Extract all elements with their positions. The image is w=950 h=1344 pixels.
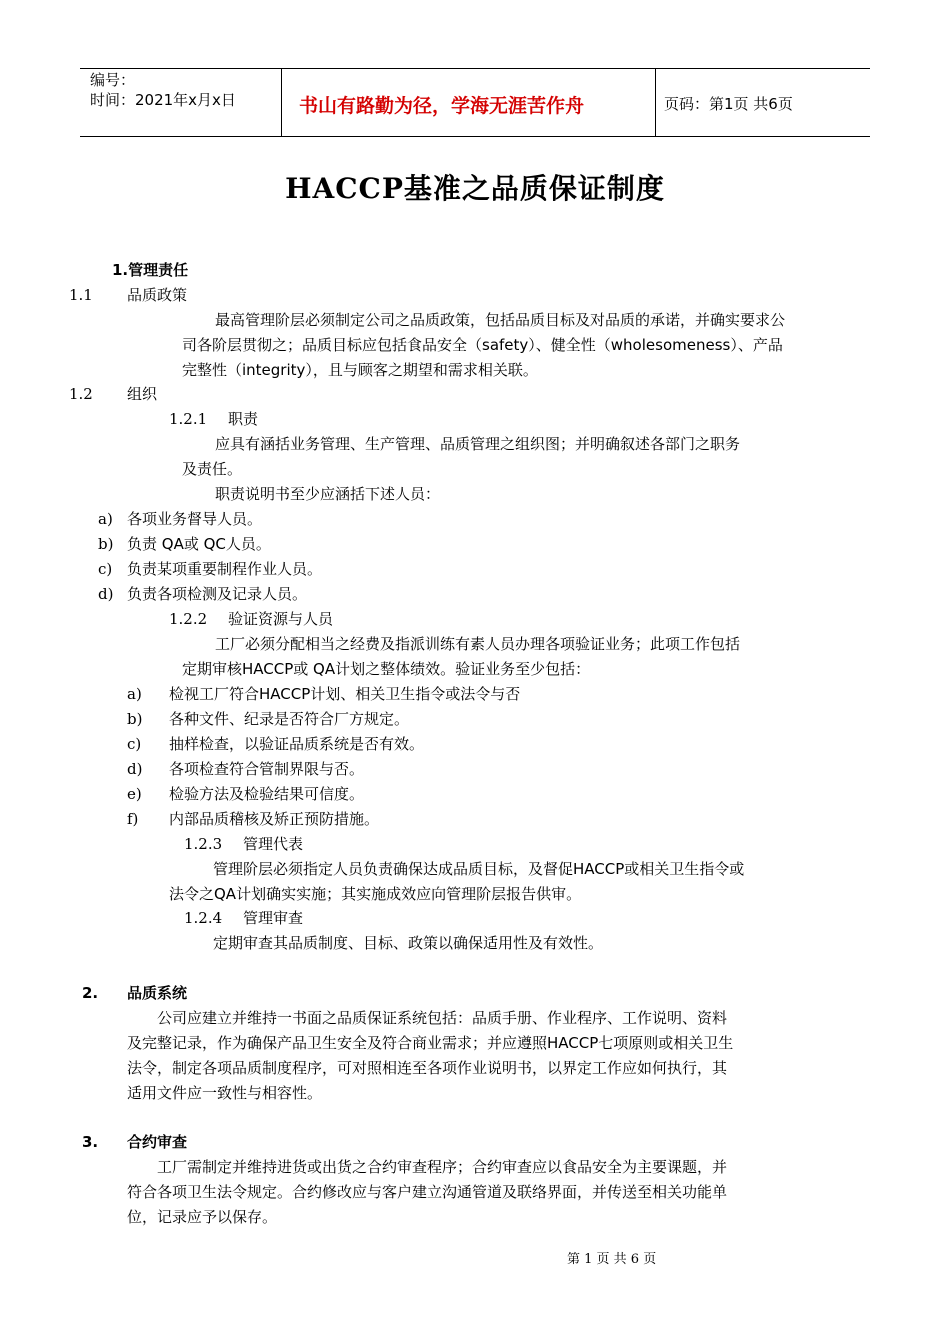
section2-para-line2: 及完整记录，作为确保产品卫生安全及符合商业需求；并应遵照HACCP七项原则或相关卫生	[127, 1034, 734, 1052]
s1-2-title: 组织	[127, 385, 158, 403]
list1-marker-b: b)	[98, 535, 114, 553]
list2-item-a: 检视工厂符合HACCP计划、相关卫生指令或法令与否	[169, 685, 521, 703]
list1-marker-d: d)	[98, 585, 114, 603]
section2-para-line4: 适用文件应一致性与相容性。	[127, 1084, 323, 1102]
list1-item-c: 负责某项重要制程作业人员。	[127, 560, 323, 578]
page-title: HACCP基准之品质保证制度	[285, 172, 665, 205]
section2-para-line3: 法令，制定各项品质制度程序，可对照相连至各项作业说明书，以界定工作应如何执行，其	[127, 1059, 728, 1077]
list2-item-d: 各项检查符合管制界限与否。	[169, 760, 365, 778]
list2-marker-a: a)	[127, 685, 142, 703]
list1-item-a: 各项业务督导人员。	[127, 510, 263, 528]
s1-1-para-line1: 最高管理阶层必须制定公司之品质政策，包括品质目标及对品质的承诺，并确实要求公	[215, 311, 786, 329]
s1-2-1-para-line3: 职责说明书至少应涵括下述人员：	[215, 485, 441, 503]
list1-item-d: 负责各项检测及记录人员。	[127, 585, 308, 603]
header-bottom-rule	[80, 136, 870, 137]
s1-2-number: 1.2	[69, 385, 93, 403]
section2-heading: 品质系统	[127, 984, 188, 1002]
list2-marker-c: c)	[127, 735, 142, 753]
section3-para-line1: 工厂需制定并维持进货或出货之合约审查程序；合约审查应以食品安全为主要课题，并	[157, 1158, 728, 1176]
s1-2-1-number: 1.2.1	[169, 410, 208, 428]
s1-2-3-para-line2: 法令之QA计划确实实施；其实施成效应向管理阶层报告供审。	[169, 885, 582, 903]
s1-1-number: 1.1	[69, 286, 93, 304]
s1-2-1-title: 职责	[228, 410, 259, 428]
s1-2-1-para-line2: 及责任。	[182, 460, 243, 478]
s1-2-3-number: 1.2.3	[184, 835, 223, 853]
s1-1-para-line3: 完整性（integrity），且与顾客之期望和需求相关联。	[182, 361, 538, 379]
s1-2-2-para-line2: 定期审核HACCP或 QA计划之整体绩效。验证业务至少包括：	[182, 660, 591, 678]
s1-2-3-para-line1: 管理阶层必须指定人员负责确保达成品质目标，及督促HACCP或相关卫生指令或	[213, 860, 745, 878]
list1-marker-a: a)	[98, 510, 113, 528]
s1-1-para-line2: 司各阶层贯彻之；品质目标应包括食品安全（safety）、健全性（wholesomeness）、产品	[182, 336, 783, 354]
header-top-rule	[80, 68, 870, 69]
s1-2-1-para-line1: 应具有涵括业务管理、生产管理、品质管理之组织图；并明确叙述各部门之职务	[215, 435, 741, 453]
section1-heading: 1.管理责任	[112, 261, 189, 279]
list2-item-f: 内部品质稽核及矫正预防措施。	[169, 810, 380, 828]
list1-marker-c: c)	[98, 560, 113, 578]
section2-para-line1: 公司应建立并维持一书面之品质保证系统包括：品质手册、作业程序、工作说明、资料	[157, 1009, 728, 1027]
section3-heading: 合约审查	[127, 1133, 188, 1151]
section3-para-line3: 位，记录应予以保存。	[127, 1208, 278, 1226]
header-page-info: 页码：第1页 共6页	[664, 95, 793, 113]
s1-2-4-title: 管理审查	[243, 909, 304, 927]
list2-item-e: 检验方法及检验结果可信度。	[169, 785, 365, 803]
s1-2-4-number: 1.2.4	[184, 909, 223, 927]
list2-item-b: 各种文件、纪录是否符合厂方规定。	[169, 710, 410, 728]
s1-2-2-number: 1.2.2	[169, 610, 208, 628]
list2-marker-e: e)	[127, 785, 142, 803]
header-motto: 书山有路勤为径，学海无涯苦作舟	[299, 95, 585, 117]
header-divider-left	[281, 68, 282, 136]
list1-item-b: 负责 QA或 QC人员。	[127, 535, 271, 553]
section3-para-line2: 符合各项卫生法令规定。合约修改应与客户建立沟通管道及联络界面，并传送至相关功能单	[127, 1183, 728, 1201]
s1-2-2-para-line1: 工厂必须分配相当之经费及指派训练有素人员办理各项验证业务；此项工作包括	[215, 635, 741, 653]
page-footer: 第 1 页 共 6 页	[567, 1252, 657, 1267]
list2-marker-f: f)	[127, 810, 139, 828]
s1-2-2-title: 验证资源与人员	[228, 610, 334, 628]
list2-item-c: 抽样检查，以验证品质系统是否有效。	[169, 735, 425, 753]
section2-number: 2.	[82, 984, 99, 1002]
s1-2-3-title: 管理代表	[243, 835, 304, 853]
header-time-label: 时间：2021年x月x日	[90, 91, 236, 109]
s1-2-4-para-line1: 定期审查其品质制度、目标、政策以确保适用性及有效性。	[213, 934, 604, 952]
list2-marker-b: b)	[127, 710, 143, 728]
list2-marker-d: d)	[127, 760, 143, 778]
s1-1-title: 品质政策	[127, 286, 188, 304]
header-number-label: 编号：	[90, 71, 136, 89]
header-divider-right	[655, 68, 656, 136]
section3-number: 3.	[82, 1133, 99, 1151]
